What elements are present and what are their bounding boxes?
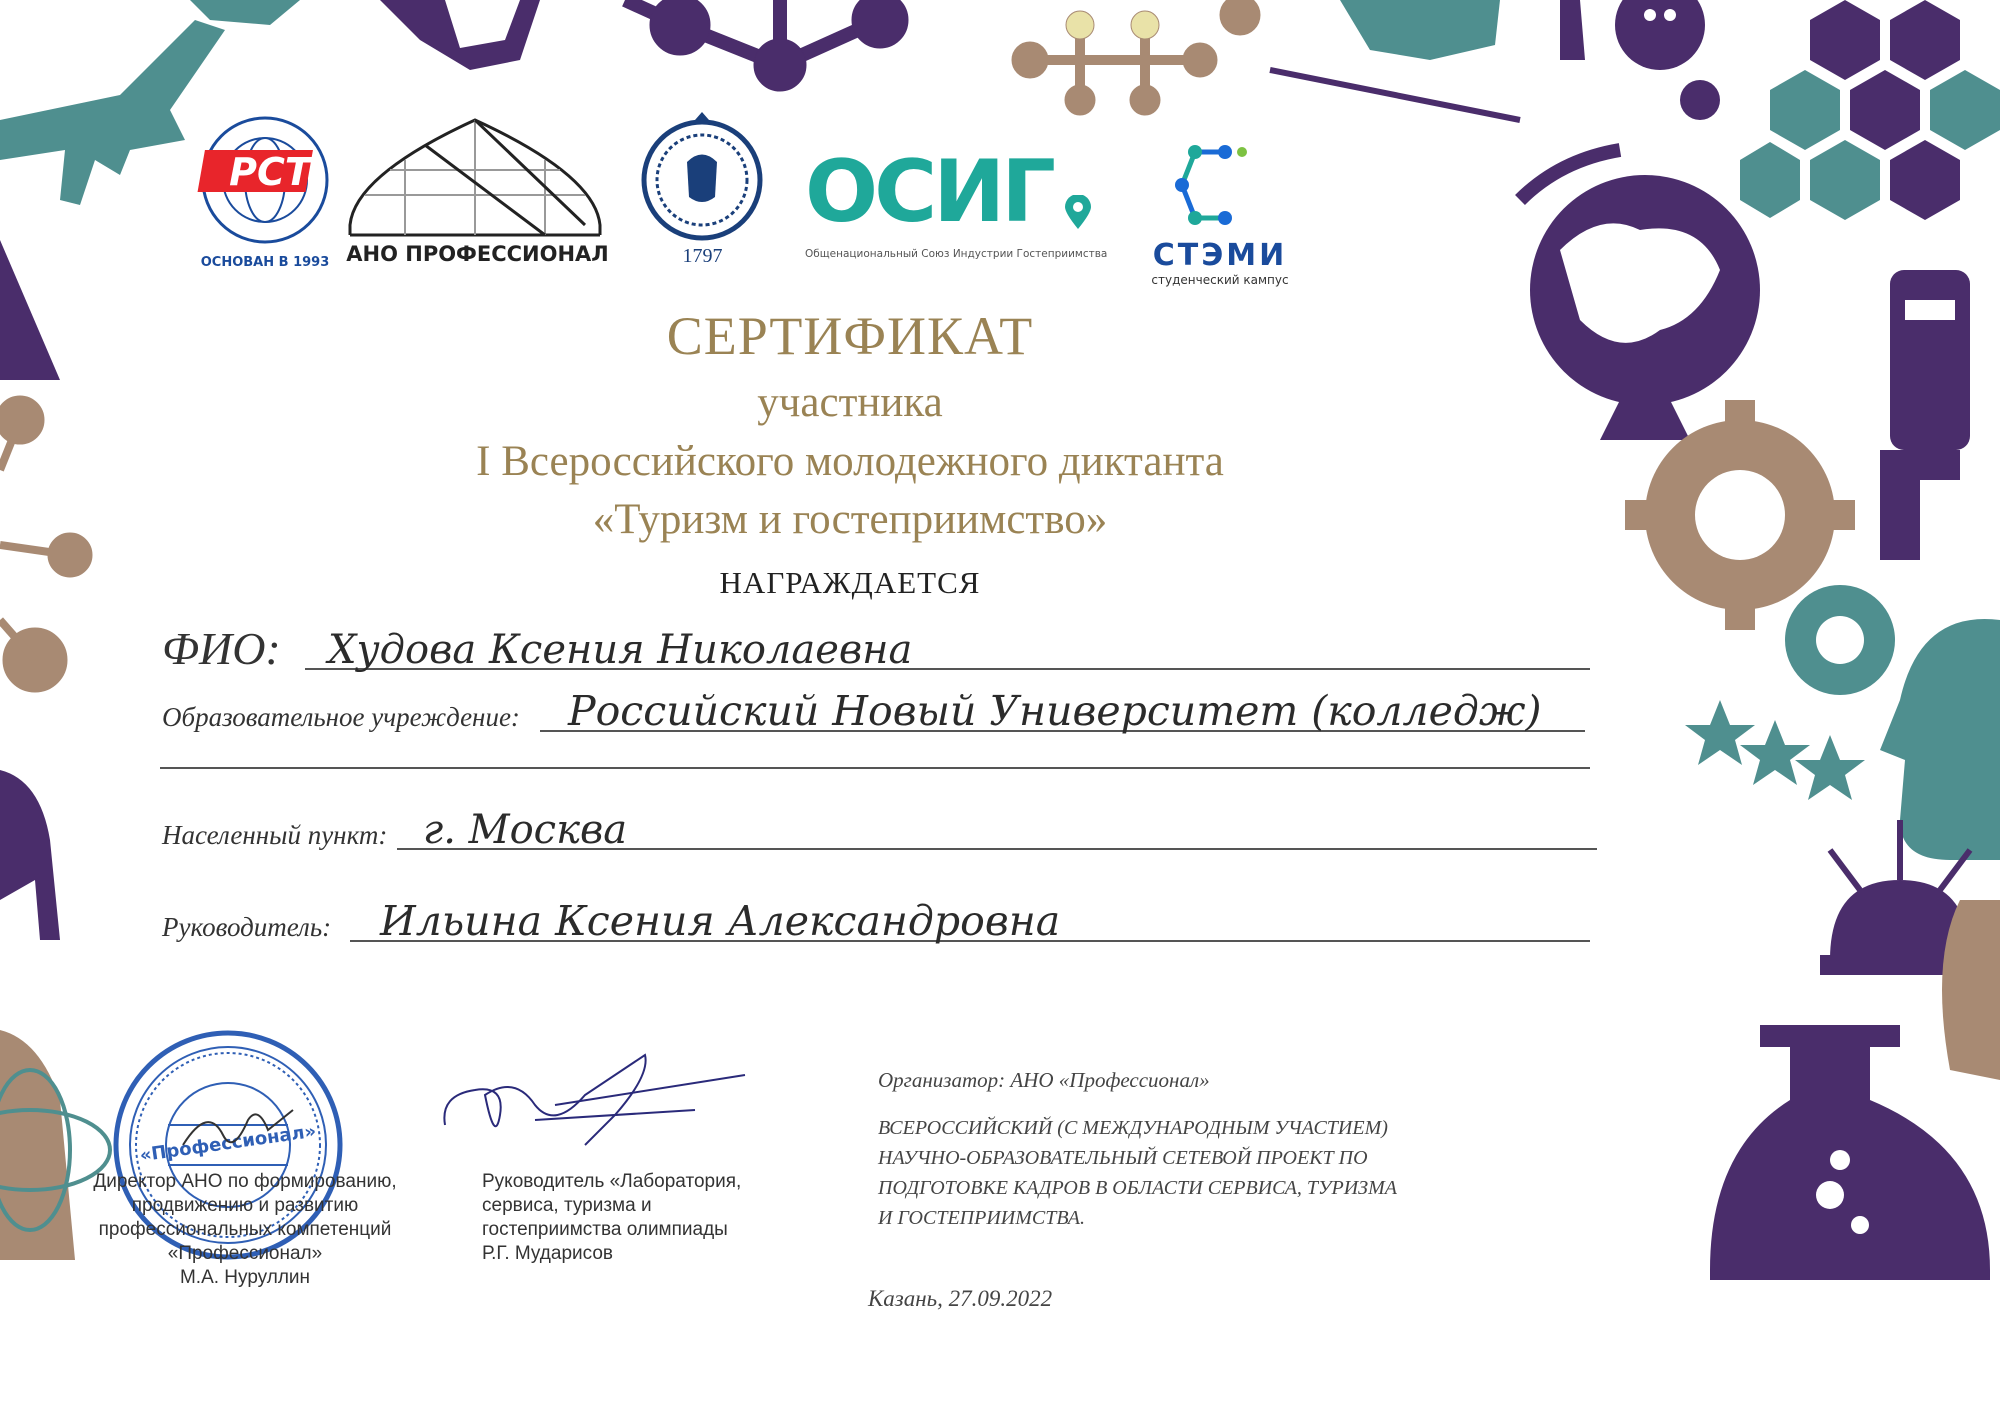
location-pin-icon xyxy=(1065,195,1091,231)
logo-rst xyxy=(190,110,340,275)
left-signatory-line1: Директор АНО по формированию, xyxy=(93,1171,397,1192)
flask-icon xyxy=(1710,1025,1990,1280)
logo-emblem-1797 xyxy=(635,112,770,272)
project-line2: НАУЧНО-ОБРАЗОВАТЕЛЬНЫЙ СЕТЕВОЙ ПРОЕКТ ПО xyxy=(878,1147,1368,1169)
project-line3: ПОДГОТОВКЕ КАДРОВ В ОБЛАСТИ СЕРВИСА, ТУРИЗМА xyxy=(878,1177,1397,1199)
stemi-wordmark: СТЭМИ xyxy=(1152,238,1288,273)
middle-signatory-line2: сервиса, туризма и xyxy=(482,1195,652,1216)
middle-signatory-line1: Руководитель «Лаборатория, xyxy=(482,1171,742,1192)
dome-grid-icon xyxy=(345,115,610,240)
project-line1: ВСЕРОССИЙСКИЙ (С МЕЖДУНАРОДНЫМ УЧАСТИЕМ) xyxy=(878,1117,1388,1139)
stamp-center-text: «Профессионал» xyxy=(138,1120,318,1167)
stemi-molecule-icon xyxy=(1170,140,1260,230)
small-gear-icon xyxy=(1785,585,1895,695)
awarded-label: НАГРАЖДАЕТСЯ xyxy=(719,565,981,600)
middle-signature xyxy=(435,1035,755,1155)
project-line4: И ГОСТЕПРИИМСТВА. xyxy=(878,1207,1086,1229)
fio-value: Худова Ксения Николаевна xyxy=(328,627,913,673)
rst-founded: ОСНОВАН В 1993 xyxy=(200,255,330,270)
left-signatory-block xyxy=(70,1170,420,1290)
stars-icon xyxy=(1685,700,1865,800)
certificate-subtitle-participant: участника xyxy=(757,379,943,426)
molecule-icon xyxy=(625,0,908,91)
logo-stemi xyxy=(1140,140,1300,290)
device-icon xyxy=(1890,270,1970,450)
osig-wordmark: ОСИГ xyxy=(805,142,1052,242)
certificate-event-theme: «Туризм и гостеприимство» xyxy=(592,496,1108,543)
emblem-year: 1797 xyxy=(682,245,723,267)
tool-icon xyxy=(1880,450,1960,560)
middle-signatory-line3: гостеприимства олимпиады xyxy=(482,1219,728,1240)
left-signatory-line4: «Профессионал» xyxy=(167,1243,323,1264)
left-signatory-name: М.А. Нуруллин xyxy=(179,1267,311,1288)
supervisor-value: Ильина Ксения Александровна xyxy=(380,897,1061,945)
tan-molecule-icon xyxy=(1012,0,1260,115)
city-label: Населенный пункт: xyxy=(162,820,388,850)
sewing-items-icon xyxy=(1560,0,1720,120)
stamp-signature-scribble xyxy=(178,1100,298,1160)
school-value: Российский Новый Университет (колледж) xyxy=(568,687,1542,735)
left-signatory-line2: продвижению и развитию xyxy=(131,1195,359,1216)
honeycomb-icon xyxy=(1740,0,2000,220)
certificate-event-name: I Всероссийского молодежного диктанта xyxy=(476,438,1224,485)
middle-signatory-block xyxy=(482,1170,802,1266)
osig-subtitle: Общенациональный Союз Индустрии Гостеприимства xyxy=(805,248,1108,260)
supervisor-label: Руководитель: xyxy=(162,912,332,942)
logo-osig xyxy=(800,142,1110,265)
city-value: г. Москва xyxy=(423,807,628,853)
certificate-title: СЕРТИФИКАТ xyxy=(666,306,1034,366)
place-date: Казань, 27.09.2022 xyxy=(868,1286,1053,1311)
ano-label: АНО ПРОФЕССИОНАЛ xyxy=(346,242,609,266)
logo-ano-professional xyxy=(345,115,610,270)
lightbulb-icon xyxy=(1270,0,1520,120)
page-corner-icon xyxy=(190,0,300,25)
organizer-label: Организатор: АНО «Профессионал» xyxy=(878,1068,1210,1092)
rst-letters: РСТ xyxy=(229,150,311,194)
project-description xyxy=(878,1113,1397,1233)
school-underline-2 xyxy=(160,767,1590,769)
high-heel-icon xyxy=(0,770,60,940)
stemi-subtitle: студенческий кампус xyxy=(1151,273,1289,287)
book-icon xyxy=(380,0,540,70)
shoe-icon xyxy=(1942,900,2000,1080)
pelican-emblem-icon xyxy=(635,112,770,242)
fio-label: ФИО: xyxy=(162,623,281,674)
left-signatory-line3: профессиональных компетенций xyxy=(98,1219,392,1240)
middle-signatory-name: Р.Г. Мударисов xyxy=(482,1243,614,1264)
school-label: Образовательное учреждение: xyxy=(162,702,520,732)
